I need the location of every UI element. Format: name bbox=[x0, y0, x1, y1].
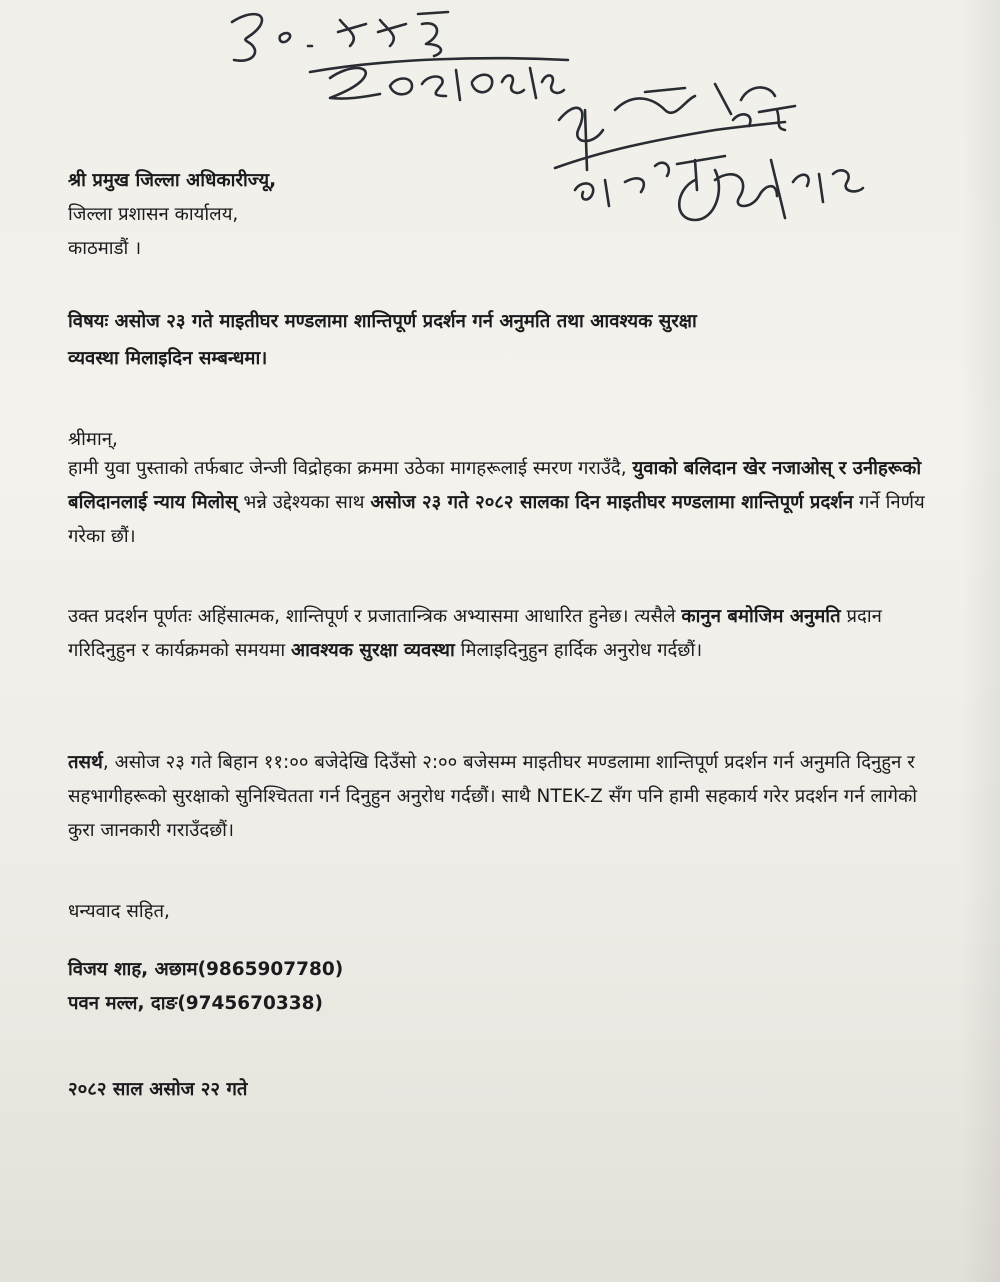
handwritten-note-stroke bbox=[715, 174, 777, 206]
handwritten-reg-stroke bbox=[418, 12, 448, 56]
salutation: श्रीमान्, bbox=[68, 429, 118, 450]
handwritten-reg-stroke bbox=[280, 33, 291, 42]
handwritten-reg-stroke bbox=[530, 68, 536, 98]
paragraph-3 bbox=[68, 746, 928, 848]
paragraph-2 bbox=[68, 600, 928, 668]
paper-shadow bbox=[960, 0, 1000, 1282]
signatory-1: विजय शाह, अछाम(9865907780) bbox=[68, 959, 344, 980]
handwritten-note-stroke bbox=[715, 84, 775, 114]
subject-line-1: विषयः असोज २३ गते माइतीघर मण्डलामा शान्तिपूर्ण प्रदर्शन गर्न अनुमति तथा आवश्यक सुरक्षा bbox=[68, 311, 697, 332]
handwritten-reg-stroke bbox=[378, 20, 406, 46]
para2-bold-1: कानुन बमोजिम अनुमति bbox=[681, 606, 841, 627]
para2-text-3: मिलाइदिनुहुन हार्दिक अनुरोध गर्दछौं। bbox=[454, 640, 703, 661]
para1-text-3: गर्ने निर्णय गरेका छौं। bbox=[68, 492, 925, 547]
recipient-line-3: काठमाडौं । bbox=[68, 238, 142, 259]
handwritten-reg-stroke bbox=[338, 20, 366, 46]
handwritten-reg-stroke bbox=[422, 77, 446, 97]
handwritten-note-stroke bbox=[679, 170, 719, 220]
date-line: २०८२ साल असोज २२ गते bbox=[68, 1079, 248, 1100]
handwritten-note-stroke bbox=[771, 160, 785, 218]
handwritten-note-stroke bbox=[615, 88, 695, 113]
subject-line-2: व्यवस्था मिलाइदिन सम्बन्धमा। bbox=[68, 348, 268, 369]
handwritten-note-stroke bbox=[555, 122, 785, 168]
handwritten-note-stroke bbox=[793, 170, 863, 202]
handwritten-reg-stroke bbox=[330, 68, 380, 99]
para2-bold-2: आवश्यक सुरक्षा व्यवस्था bbox=[291, 640, 455, 661]
para3-bold-1: तसर्थ bbox=[68, 752, 103, 773]
handwritten-reg-stroke bbox=[472, 75, 492, 93]
handwritten-reg-stroke bbox=[456, 70, 460, 100]
para1-bold-1: युवाको बलिदान खेर नजाओस् र उनीहरूको बलिदानलाई न्याय मिलोस् bbox=[68, 458, 922, 513]
para1-text-2: भन्ने उद्देश्यका साथ bbox=[237, 492, 371, 513]
handwritten-note-stroke bbox=[575, 178, 644, 206]
closing: धन्यवाद सहित, bbox=[68, 901, 170, 922]
handwritten-registration bbox=[190, 0, 570, 115]
signatory-2: पवन मल्ल, दाङ(9745670338) bbox=[68, 993, 323, 1014]
recipient-line-2: जिल्ला प्रशासन कार्यालय, bbox=[68, 204, 239, 225]
handwritten-reg-stroke bbox=[390, 79, 412, 95]
handwritten-note-stroke bbox=[655, 156, 725, 190]
para2-text-1: उक्त प्रदर्शन पूर्णतः अहिंसात्मक, शान्तिपूर्ण र प्रजातान्त्रिक अभ्यासमा आधारित हुनेछ। त्यसैले bbox=[68, 606, 682, 627]
para1-bold-2: असोज २३ गते २०८२ सालका दिन माइतीघर मण्डलामा शान्तिपूर्ण प्रदर्शन bbox=[370, 492, 854, 513]
recipient-line-1: श्री प्रमुख जिल्ला अधिकारीज्यू, bbox=[68, 170, 277, 191]
handwritten-reg-stroke bbox=[502, 75, 524, 92]
para3-text-1: , असोज २३ गते बिहान ११:०० बजेदेखि दिउँसो २:०० बजेसम्म माइतीघर मण्डलामा शान्तिपूर्ण प्रदर्शन गर्न अनुमति दिनुहुन र सहभागीहरूको सुरक्षाको सुनिश्चितता गर्न दिनुहुन अनुरोध गर्दछौं। साथै NTEK-Z सँग पनि हामी सहकार्य गरेर प्रदर्शन गर्न लागेको कुरा जानकारी गराउँदछौं। bbox=[68, 752, 918, 841]
handwritten-signature-note bbox=[545, 70, 875, 250]
paragraph-1 bbox=[68, 452, 928, 554]
handwritten-reg-stroke bbox=[232, 14, 262, 61]
para1-text-1: हामी युवा पुस्ताको तर्फबाट जेन्जी विद्रोहका क्रममा उठेका मागहरूलाई स्मरण गराउँदै, bbox=[68, 458, 633, 479]
para2-text-2: प्रदान गरिदिनुहुन र कार्यक्रमको समयमा bbox=[68, 606, 882, 661]
